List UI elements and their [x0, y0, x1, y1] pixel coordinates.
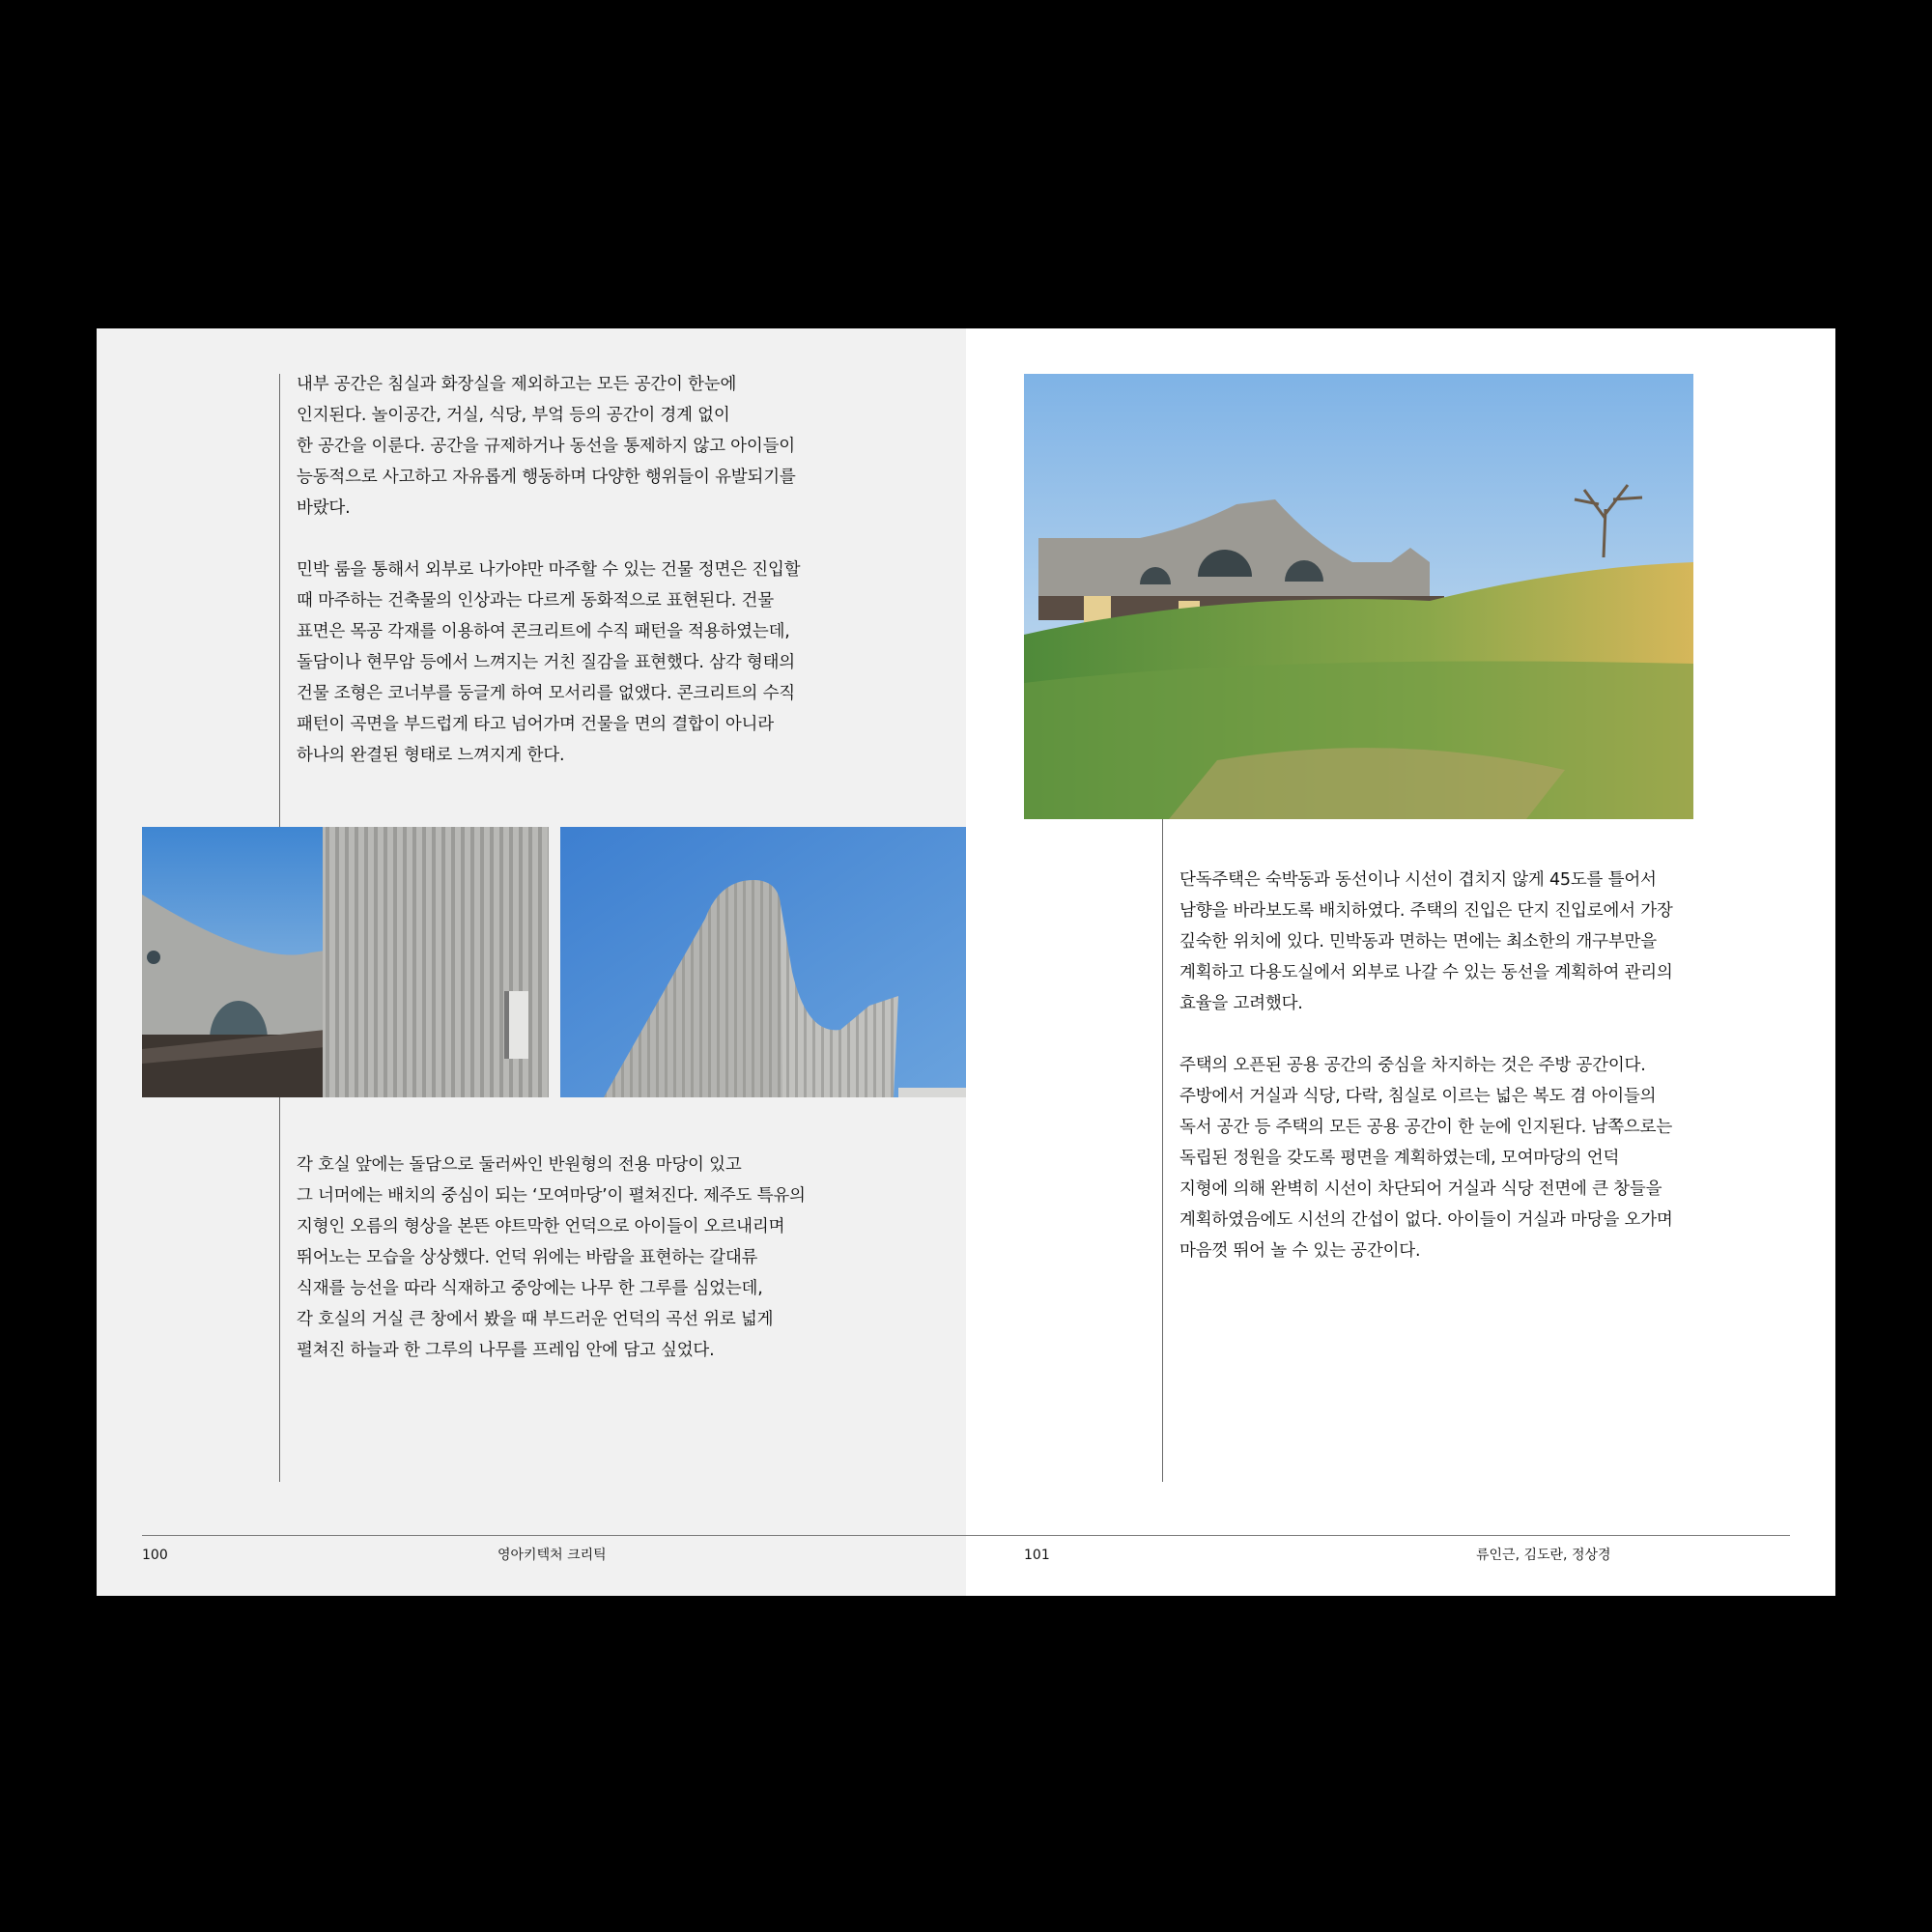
right-text	[1179, 865, 1720, 1266]
house-landscape-photo	[1024, 374, 1693, 819]
right-page-number: 101	[1024, 1548, 1050, 1563]
left-page-number: 100	[142, 1548, 168, 1563]
left-text-bottom	[297, 1150, 838, 1366]
paragraph: 단독주택은 숙박동과 동선이나 시선이 겹치지 않게 45도를 틀어서 남향을 바라보도록 배치하였다. 주택의 진입은 단지 진입로에서 가장 깊숙한 위치에 있다. 민박동과 면하는 면에는 최소한의 개구부만을 계획하고 다용도실에서 외부로 나갈 수 있는 동선을 계획하여 관리의 효율을 고려했다.	[1179, 870, 1673, 1013]
left-text-top	[297, 369, 838, 771]
paragraph: 각 호실 앞에는 돌담으로 둘러싸인 반원형의 전용 마당이 있고 그 너머에는 배치의 중심이 되는 ‘모여마당’이 펼쳐진다. 제주도 특유의 지형인 오름의 형상을 본뜬 야트막한 언덕으로 아이들이 오르내리며 뛰어노는 모습을 상상했다. 언덕 위에는 바람을 표현하는 갈대류 식재를 능선을 따라 식재하고 중앙에는 나무 한 그루를 심었는데, 각 호실의 거실 큰 창에서 봤을 때 부드러운 언덕의 곡선 위로 넓게 펼쳐진 하늘과 한 그루의 나무를 프레임 안에 담고 싶었다.	[297, 1155, 806, 1360]
footer-rule	[142, 1535, 1790, 1536]
paragraph: 내부 공간은 침실과 화장실을 제외하고는 모든 공간이 한눈에 인지된다. 놀이공간, 거실, 식당, 부엌 등의 공간이 경계 없이 한 공간을 이룬다. 공간을 규제하거나 동선을 통제하지 않고 아이들이 능동적으로 사고하고 자유롭게 행동하며 다양한 행위들이 유발되기를 바랐다.	[297, 375, 796, 518]
left-page	[97, 328, 966, 1596]
right-page	[966, 328, 1835, 1596]
paragraph: 민박 룸을 통해서 외부로 나가야만 마주할 수 있는 건물 정면은 진입할 때 마주하는 건축물의 인상과는 다르게 동화적으로 표현된다. 건물 표면은 목공 각재를 이용하여 콘크리트에 수직 패턴을 적용하였는데, 돌담이나 현무암 등에서 느껴지는 거친 질감을 표현했다. 삼각 형태의 건물 조형은 코너부를 둥글게 하여 모서리를 없앴다. 콘크리트의 수직 패턴이 곡면을 부드럽게 타고 넘어가며 건물을 면의 결합이 아니라 하나의 완결된 형태로 느껴지게 한다.	[297, 560, 801, 765]
running-title: 영아키텍처 크리틱	[497, 1548, 607, 1563]
paragraph: 주택의 오픈된 공용 공간의 중심을 차지하는 것은 주방 공간이다. 주방에서 거실과 식당, 다락, 침실로 이르는 넓은 복도 겸 아이들의 독서 공간 등 주택의 모든 공용 공간이 한 눈에 인지된다. 남쪽으로는 독립된 정원을 갖도록 평면을 계획하였는데, 모여마당의 언덕 지형에 의해 완벽히 시선이 차단되어 거실과 식당 전면에 큰 창들을 계획하였음에도 시선의 간섭이 없다. 아이들이 거실과 마당을 오가며 마음껏 뛰어 놀 수 있는 공간이다.	[1179, 1056, 1673, 1261]
building-wall-photo	[142, 827, 549, 1097]
book-spread	[97, 328, 1835, 1596]
authors: 류인근, 김도란, 정상경	[1476, 1548, 1611, 1563]
right-column-rule	[1162, 819, 1163, 1482]
curved-facade-photo	[560, 827, 966, 1097]
